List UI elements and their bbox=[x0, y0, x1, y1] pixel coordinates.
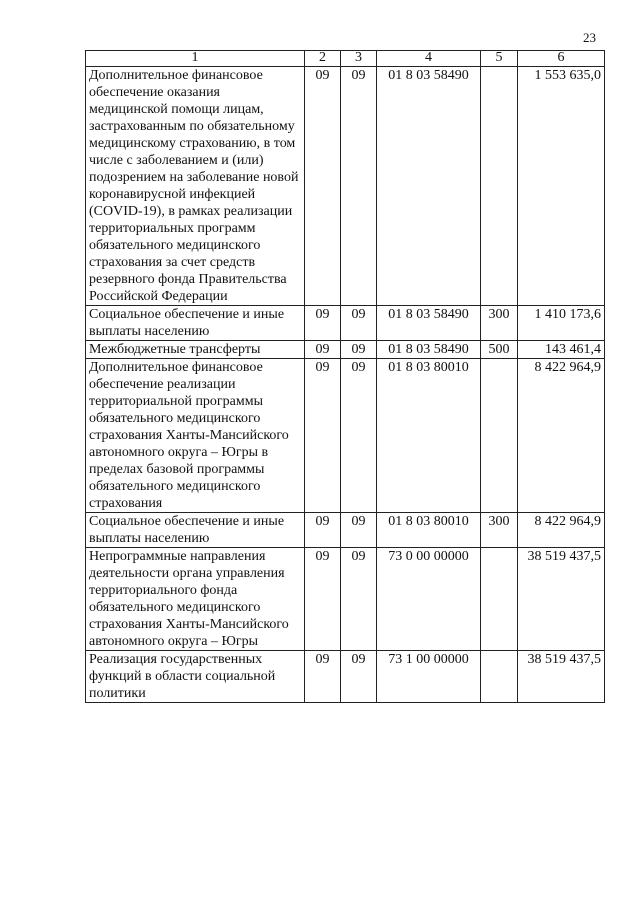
row-section: 09 bbox=[305, 513, 341, 548]
row-expense-type: 300 bbox=[481, 306, 518, 341]
column-header-name: 1 bbox=[86, 51, 305, 67]
row-name: Социальное обеспечение и иные выплаты населению bbox=[86, 513, 305, 548]
row-expense-type: 300 bbox=[481, 513, 518, 548]
table-row bbox=[86, 513, 605, 548]
row-section: 09 bbox=[305, 341, 341, 359]
row-name: Межбюджетные трансферты bbox=[86, 341, 305, 359]
row-subsection: 09 bbox=[341, 306, 377, 341]
table-row bbox=[86, 651, 605, 703]
row-name: Социальное обеспечение и иные выплаты населению bbox=[86, 306, 305, 341]
row-target: 73 0 00 00000 bbox=[377, 548, 481, 651]
row-amount: 143 461,4 bbox=[518, 341, 605, 359]
row-target: 01 8 03 58490 bbox=[377, 341, 481, 359]
row-subsection: 09 bbox=[341, 359, 377, 513]
column-header-amount: 6 bbox=[518, 51, 605, 67]
row-expense-type bbox=[481, 67, 518, 306]
column-header-target: 4 bbox=[377, 51, 481, 67]
row-target: 01 8 03 80010 bbox=[377, 359, 481, 513]
row-subsection: 09 bbox=[341, 548, 377, 651]
row-target: 01 8 03 58490 bbox=[377, 67, 481, 306]
row-expense-type: 500 bbox=[481, 341, 518, 359]
row-subsection: 09 bbox=[341, 513, 377, 548]
row-amount: 8 422 964,9 bbox=[518, 513, 605, 548]
row-section: 09 bbox=[305, 548, 341, 651]
row-section: 09 bbox=[305, 306, 341, 341]
row-amount: 1 410 173,6 bbox=[518, 306, 605, 341]
row-amount: 8 422 964,9 bbox=[518, 359, 605, 513]
table-row bbox=[86, 306, 605, 341]
row-name: Дополнительное финансовое обеспечение оказания медицинской помощи лицам, застрахованным по обязательному медицинскому страхованию, в том числе с заболеванием и (или) подозрением на заболевание новой коронавирусной инфекцией (COVID-19), в рамках реализации территориальных программ обязательного медицинского страхования за счет средств резервного фонда Правительства Российской Федерации bbox=[86, 67, 305, 306]
row-section: 09 bbox=[305, 359, 341, 513]
row-name: Дополнительное финансовое обеспечение реализации территориальной программы обязательного медицинского страхования Ханты-Мансийского автономного округа – Югры в пределах базовой программы обязательного медицинского страхования bbox=[86, 359, 305, 513]
row-target: 01 8 03 58490 bbox=[377, 306, 481, 341]
row-target: 73 1 00 00000 bbox=[377, 651, 481, 703]
row-section: 09 bbox=[305, 67, 341, 306]
row-amount: 38 519 437,5 bbox=[518, 651, 605, 703]
table-header-row bbox=[86, 51, 605, 67]
column-header-subsection: 3 bbox=[341, 51, 377, 67]
row-expense-type bbox=[481, 651, 518, 703]
table-row bbox=[86, 548, 605, 651]
column-header-section: 2 bbox=[305, 51, 341, 67]
column-header-expense-type: 5 bbox=[481, 51, 518, 67]
row-name: Реализация государственных функций в области социальной политики bbox=[86, 651, 305, 703]
page-number: 23 bbox=[583, 30, 596, 45]
row-expense-type bbox=[481, 548, 518, 651]
row-subsection: 09 bbox=[341, 67, 377, 306]
table-row bbox=[86, 359, 605, 513]
budget-table bbox=[85, 50, 605, 703]
table-row bbox=[86, 67, 605, 306]
row-expense-type bbox=[481, 359, 518, 513]
table-row bbox=[86, 341, 605, 359]
row-section: 09 bbox=[305, 651, 341, 703]
row-target: 01 8 03 80010 bbox=[377, 513, 481, 548]
row-name: Непрограммные направления деятельности органа управления территориального фонда обязательного медицинского страхования Ханты-Мансийского автономного округа – Югры bbox=[86, 548, 305, 651]
row-amount: 1 553 635,0 bbox=[518, 67, 605, 306]
row-subsection: 09 bbox=[341, 341, 377, 359]
row-subsection: 09 bbox=[341, 651, 377, 703]
row-amount: 38 519 437,5 bbox=[518, 548, 605, 651]
